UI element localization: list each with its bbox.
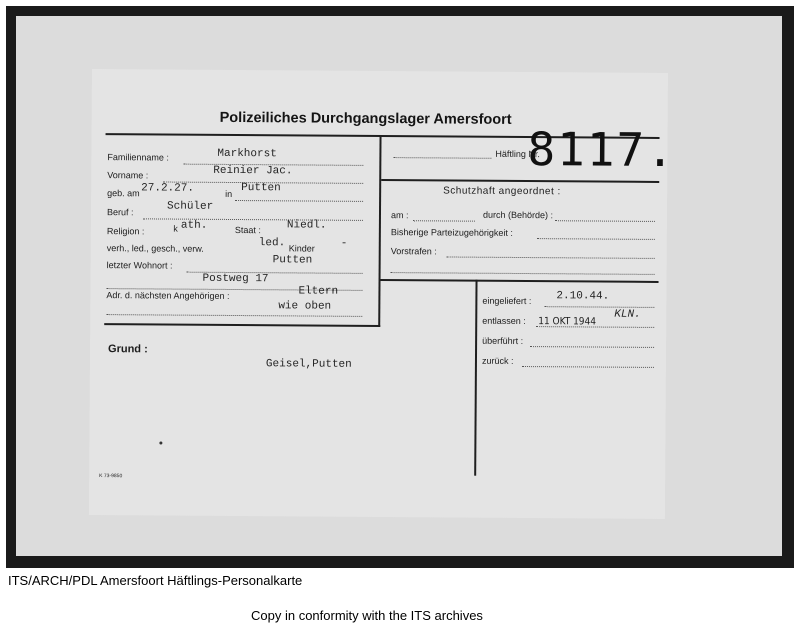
- eingeliefert-value: 2.10.44.: [556, 290, 610, 303]
- geb-ort-value: Putten: [241, 182, 281, 195]
- staat-value: Niedl.: [286, 219, 327, 232]
- ink-dot: [159, 441, 162, 444]
- am-label: am :: [390, 210, 409, 221]
- entlassen-initials: KLN.: [614, 308, 641, 321]
- right-middle-rule: [381, 279, 659, 283]
- staat-label: Staat :: [234, 225, 261, 236]
- vorstrafen-line-2: [391, 272, 655, 275]
- prisoner-card: [89, 69, 677, 519]
- card-title: Polizeiliches Durchgangslager Amersfoort: [219, 109, 512, 128]
- religion-label: Religion :: [106, 226, 145, 237]
- angehoerige-value-2: wie oben: [278, 300, 332, 313]
- haeftling-number: 8117.: [527, 122, 677, 178]
- zurueck-line: [522, 366, 654, 368]
- angehoerige-label: Adr. d. nächsten Angehörigen :: [106, 290, 230, 301]
- zurueck-label: zurück :: [481, 355, 514, 366]
- left-box-bottom-rule: [104, 323, 380, 327]
- in-label: in: [225, 188, 233, 199]
- haeftling-label: Häftling Nr.: [495, 148, 540, 160]
- wohnort-label: letzter Wohnort :: [106, 260, 173, 271]
- conformity-caption: Copy in conformity with the ITS archives: [251, 608, 483, 623]
- vorstrafen-label: Vorstrafen :: [390, 246, 437, 257]
- vorname-value: Reinier Jac.: [213, 164, 293, 178]
- vorstrafen-line: [447, 256, 655, 258]
- familienstand-value: led.: [258, 237, 286, 250]
- ueberfuehrt-line: [530, 346, 654, 348]
- familienname-label: Familienname :: [107, 152, 169, 163]
- durch-label: durch (Behörde) :: [482, 209, 554, 221]
- partei-line: [537, 238, 655, 240]
- left-box-right-rule: [378, 135, 381, 327]
- kinder-value: -: [340, 237, 348, 250]
- angehoerige-value-1: Eltern: [298, 285, 339, 298]
- grund-label: Grund :: [108, 343, 148, 356]
- partei-label: Bisherige Parteizugehörigkeit :: [390, 227, 513, 238]
- angehoerige-line: [106, 314, 362, 317]
- schutzhaft-heading: Schutzhaft angeordnet :: [443, 185, 561, 198]
- geb-am-value: 27.2.27.: [141, 182, 195, 195]
- kinder-label: Kinder: [288, 243, 315, 254]
- grund-value: Geisel,Putten: [265, 358, 352, 371]
- haeftling-dots-left: [393, 157, 491, 159]
- geb-am-label: geb. am: [107, 188, 140, 199]
- source-caption: ITS/ARCH/PDL Amersfoort Häftlings-Personalkarte: [8, 573, 303, 588]
- wohnort-value: Putten: [272, 254, 313, 267]
- entlassen-label: entlassen :: [482, 315, 526, 327]
- eingeliefert-line: [544, 306, 654, 308]
- geb-ort-line: [235, 200, 363, 202]
- familienname-value: Markhorst: [217, 147, 277, 161]
- entlassen-stamp: 11 OKT 1944: [538, 316, 597, 328]
- beruf-label: Beruf :: [106, 207, 134, 218]
- durch-line: [555, 220, 655, 222]
- religion-k: k: [172, 224, 179, 235]
- religion-value: ath.: [180, 219, 208, 232]
- beruf-line: [143, 218, 363, 221]
- release-box-left-rule: [474, 280, 477, 476]
- schutzhaft-rule: [381, 179, 659, 183]
- vorname-label: Vorname :: [107, 170, 149, 181]
- strasse-value: Postweg 17: [202, 272, 269, 286]
- beruf-value: Schüler: [166, 200, 214, 213]
- familienstand-label: verh., led., gesch., verw.: [106, 243, 204, 254]
- ueberfuehrt-label: überführt :: [482, 335, 524, 347]
- eingeliefert-label: eingeliefert :: [482, 295, 532, 307]
- form-code: K 73-9850: [99, 473, 123, 480]
- am-line: [413, 220, 475, 221]
